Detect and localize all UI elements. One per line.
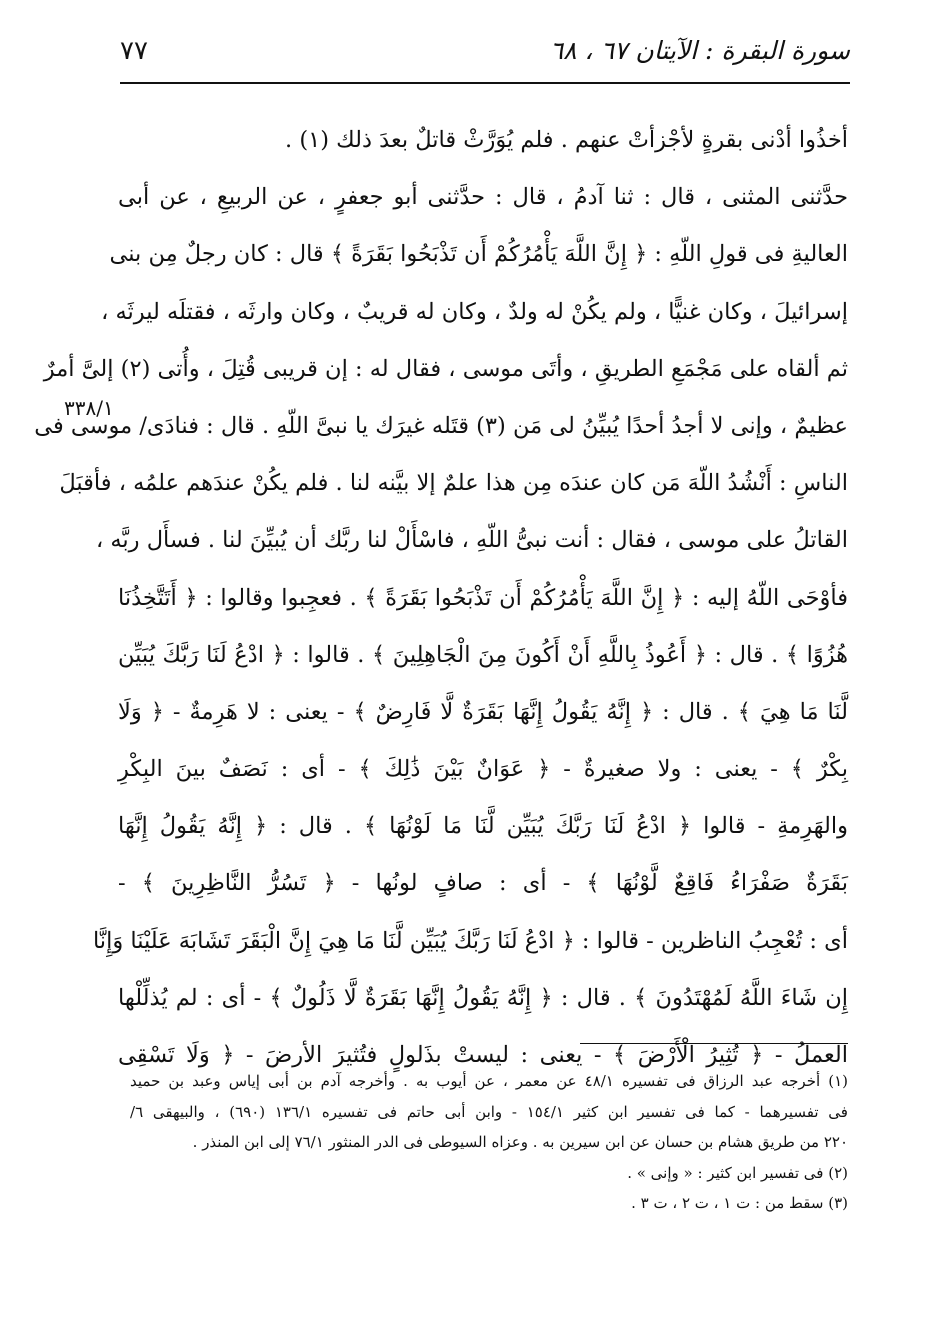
footnote-line: (١) أخرجه عبد الرزاق فى تفسيره ٤٨/١ عن معمر ، عن أيوب به . وأخرجه آدم بن أبى إياس وعبد بن حميد: [130, 1072, 848, 1090]
text-line: بَقَرَةٌ صَفْرَاءُ فَاقِعٌ لَّوْنُهَا ﴾ - أى : صافٍ لونُها - ﴿ تَسُرُّ النَّاظِرِينَ ﴾ -: [118, 870, 848, 897]
text-line: أى : تُعْجِبُ الناظرين - قالوا : ﴿ ادْعُ لَنَا رَبَّكَ يُبَيِّن لَّنَا مَا هِيَ إِنَّ الْبَقَرَ تَشَابَهَ عَلَيْنَا وَإِنَّا: [92, 927, 848, 954]
text-line: ثم ألقاه على مَجْمَعِ الطريقِ ، وأتَى موسى ، فقال له : إن قريبى قُتِلَ ، وأُتى (٢) إلىَّ أمرٌ: [43, 355, 848, 382]
text-line: العملُ - ﴿ تُثِيرُ الْأَرْضَ ﴾ - يعنى : ليستْ بذَلولٍ فتُثيرَ الأرضَ - ﴿ وَلَا تَسْقِى: [118, 1042, 848, 1068]
footnotes: [130, 1066, 848, 1219]
text-line: حدَّثنى المثنى ، قال : ثنا آدمُ ، قال : حدَّثنى أبو جعفرٍ ، عن الربيعِ ، عن أبى: [118, 184, 848, 211]
text-line: الناسِ : أَنْشُدُ اللّهَ مَن كان عندَه مِن هذا علمٌ إلا بيَّنه لنا . فلم يكُنْ عندَهم علمُه ، فأقبَلَ: [59, 470, 848, 497]
text-line: فأوْحَى اللّهُ إليه : ﴿ إِنَّ اللَّهَ يَأْمُرُكُمْ أَن تَذْبَحُوا بَقَرَةً ﴾ . فعجِبوا وقالوا : ﴿ أَتَتَّخِذُنَا: [118, 584, 848, 611]
footnote-line: (٢) فى تفسير ابن كثير : « وإنى » .: [627, 1163, 848, 1182]
footnote-separator: [580, 1043, 848, 1044]
header-rule: [120, 82, 850, 84]
footnote-line: (٣) سقط من : ت ١ ، ت ٢ ، ت ٣ .: [631, 1194, 848, 1213]
text-line: بِكْرٌ ﴾ - يعنى : ولا صغيرةٌ - ﴿ عَوَانٌ بَيْنَ ذَٰلِكَ ﴾ - أى : نَصَفٌ بينَ البِكْرِ: [118, 756, 848, 783]
text-line: عظيمٌ ، وإنى لا أجدُ أحدًا يُبيِّنُ لى مَن (٣) قتَله غيرَك يا نبىَّ اللّهِ . قال : فنادَى/ موسى فى: [34, 412, 848, 439]
footnote-line: ٢٢٠ من طريق هشام بن حسان عن ابن سيرين به . وعزاه السيوطى فى الدر المنثور ٧٦/١ إلى ابن المنذر .: [192, 1133, 848, 1152]
text-line: القاتلُ على موسى ، فقال : أنت نبىُّ اللّهِ ، فاسْأَلْ لنا ربَّك أن يُبيِّنَ لنا . فسأَل ربَّه ،: [95, 527, 848, 554]
page-header: [120, 30, 850, 80]
running-title: سورة البقرة : الآيتان ٦٧ ، ٦٨: [549, 36, 850, 65]
page-number: ٧٧: [120, 36, 148, 66]
text-line: إِن شَاءَ اللَّهُ لَمُهْتَدُونَ ﴾ . قال : ﴿ إِنَّهُ يَقُولُ إِنَّهَا بَقَرَةٌ لَّا ذَلُولٌ ﴾ - أى : لم يُذلِّلْها: [118, 984, 848, 1011]
text-line: لَّنَا مَا هِيَ ﴾ . قال : ﴿ إِنَّهُ يَقُولُ إِنَّهَا بَقَرَةٌ لَّا فَارِضٌ ﴾ - يعنى : لا هَرِمةٌ - ﴿ وَلَا: [118, 698, 848, 725]
footnote-line: فى تفسيرهما - كما فى تفسير ابن كثير ١٥٤/١ - وابن أبى حاتم فى تفسيره ١٣٦/١ (٦٩٠) ، والبيهقى ٦/: [130, 1102, 848, 1121]
text-line: العاليةِ فى قولِ اللّهِ : ﴿ إِنَّ اللَّهَ يَأْمُرُكُمْ أَن تَذْبَحُوا بَقَرَةً ﴾ قال : كان رجلٌ مِن بنى: [109, 241, 848, 268]
text-line: أخذُوا أدْنى بقرةٍ لأجْزأتْ عنهم . فلم يُوَرَّثْ قاتلٌ بعدَ ذلك (١) .: [285, 127, 848, 153]
text-line: والهَرِمةِ - قالوا ﴿ ادْعُ لَنَا رَبَّكَ يُبَيِّن لَّنَا مَا لَوْنُهَا ﴾ . قال : ﴿ إِنَّهُ يَقُولُ إِنَّهَا: [118, 813, 848, 840]
margin-volume-page-reference: ٣٣٨/١: [64, 396, 114, 420]
text-line: هُزُوًا ﴾ . قال : ﴿ أَعُوذُ بِاللَّهِ أَنْ أَكُونَ مِنَ الْجَاهِلِينَ ﴾ . قالوا : ﴿ ادْعُ لَنَا رَبَّكَ يُبَيِّن: [118, 641, 848, 668]
text-line: إسرائيلَ ، وكان غنيًّا ، ولم يكُنْ له ولدٌ ، وكان له قريبٌ ، وكان وارثَه ، فقتلَه ليرثَه ،: [101, 298, 848, 325]
